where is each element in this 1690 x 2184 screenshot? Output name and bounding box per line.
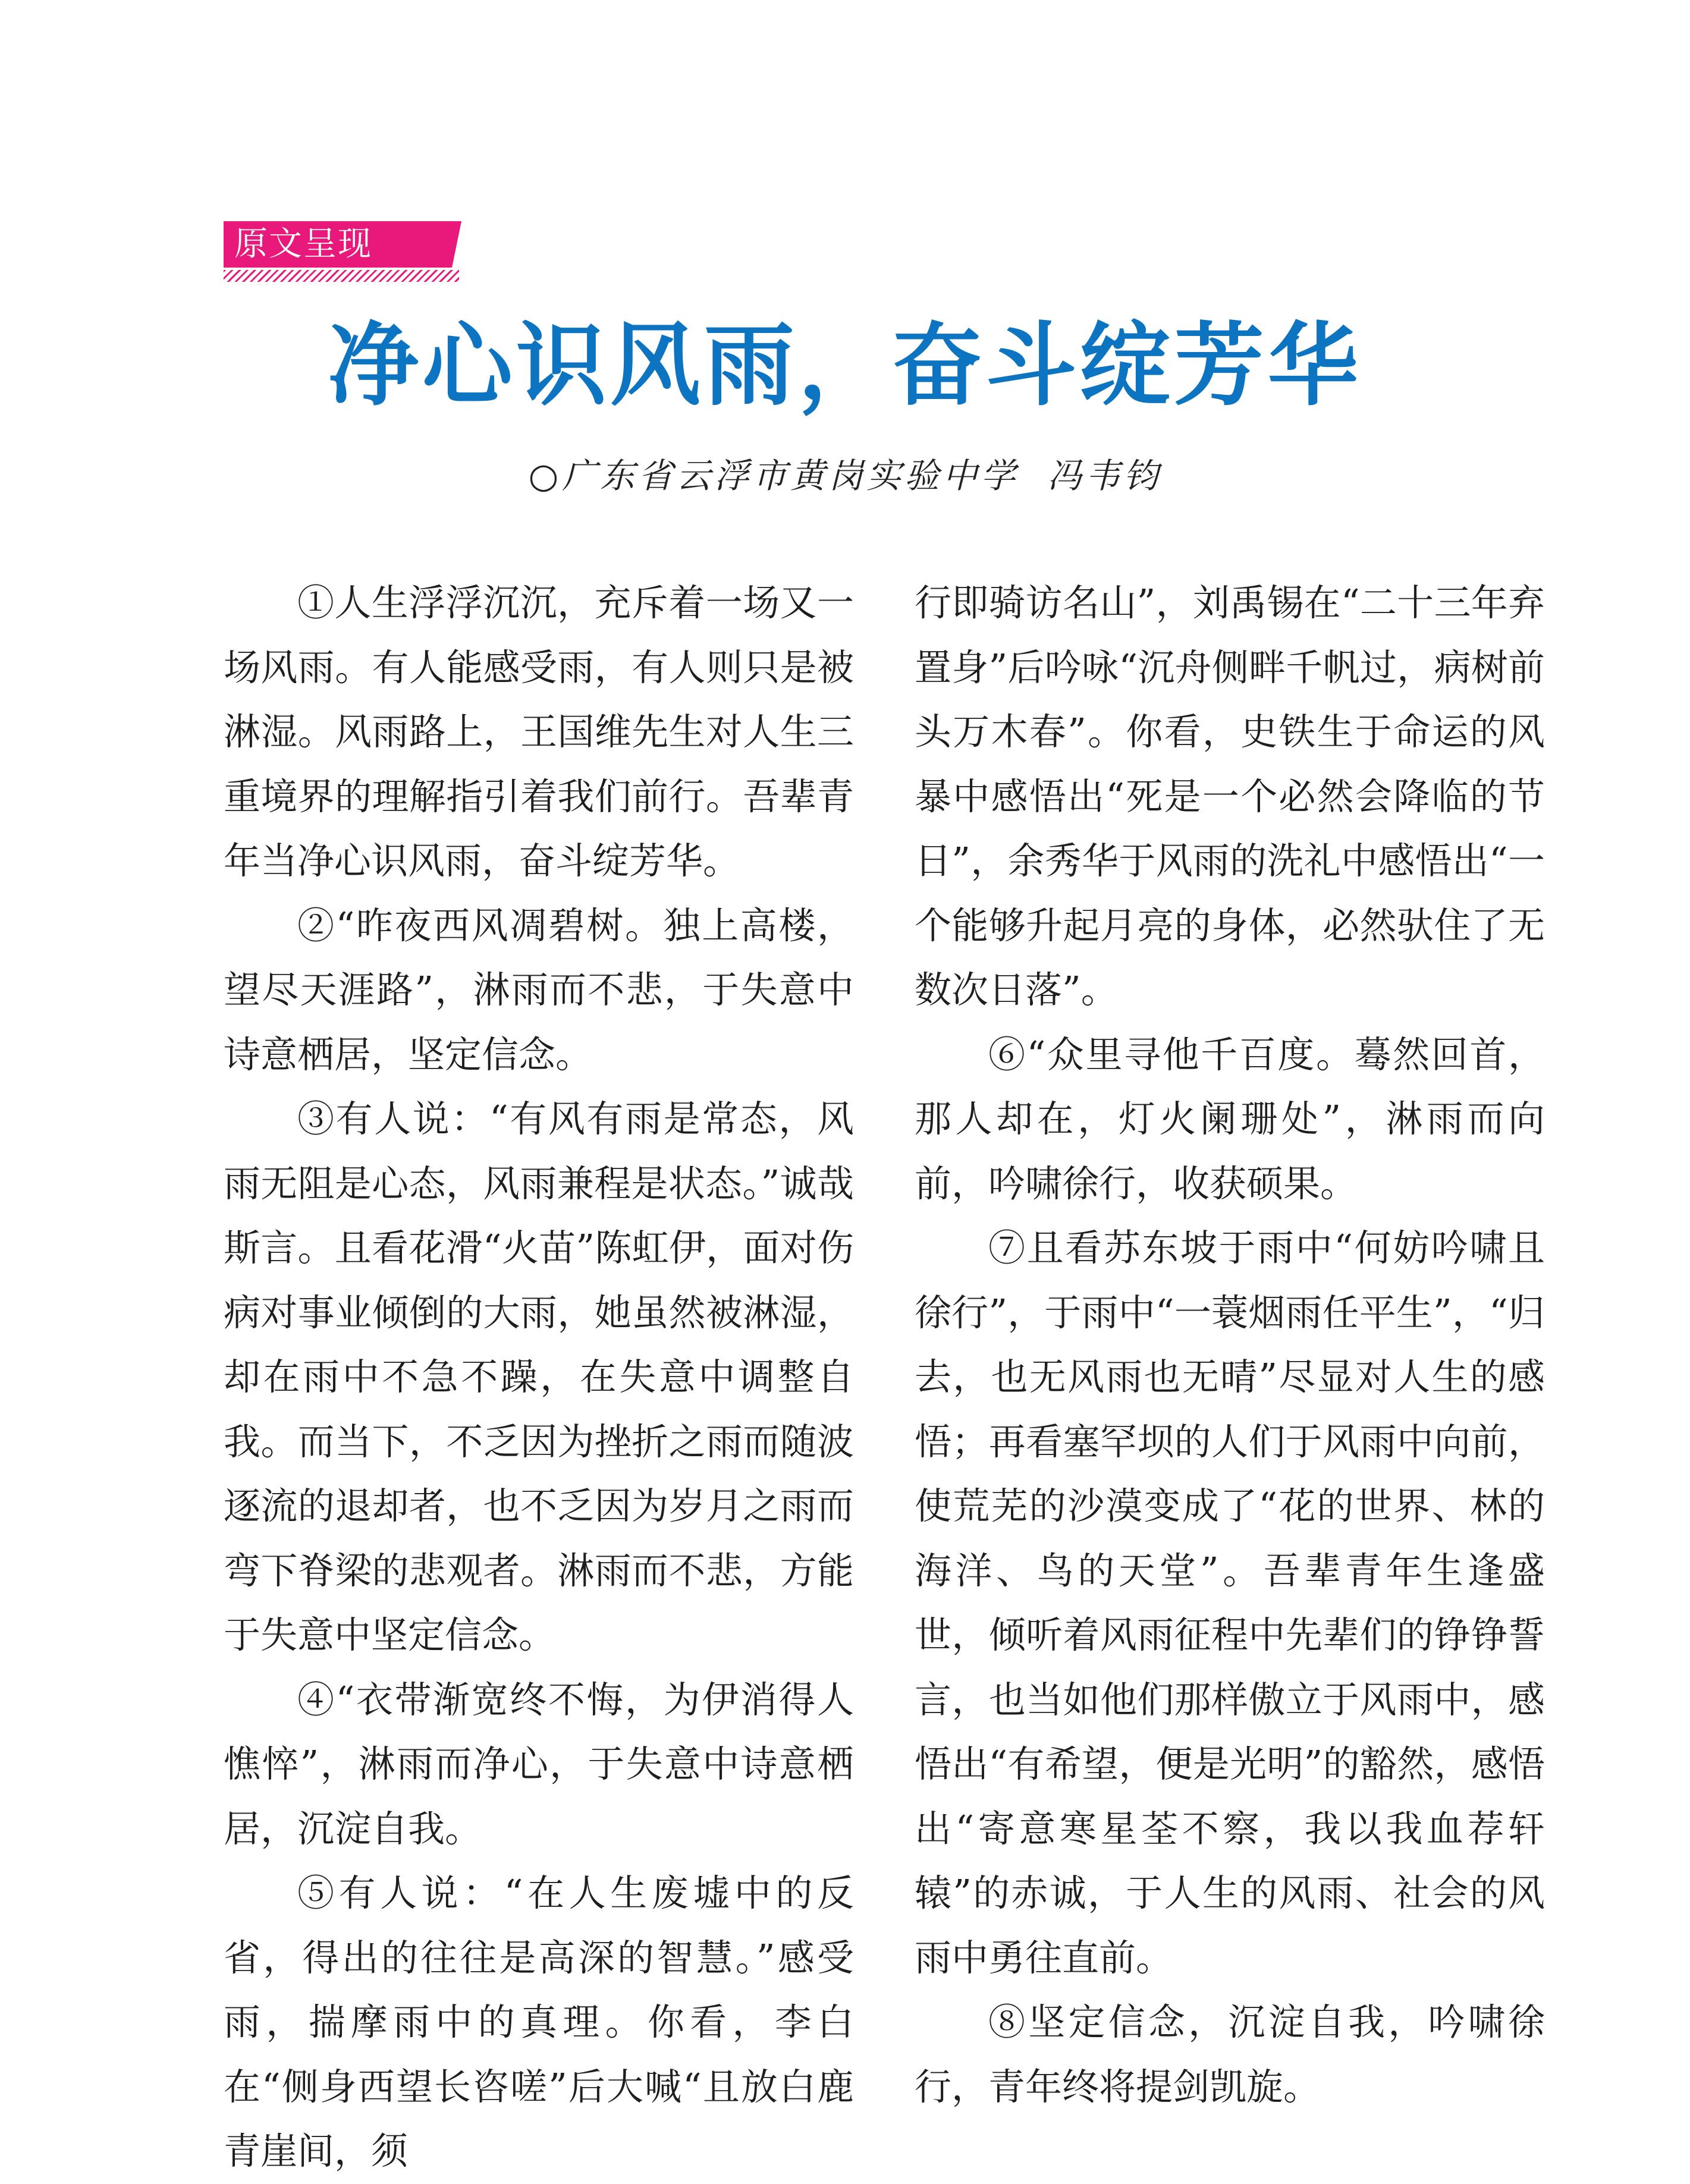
paragraph-6: ⑥“众里寻他千百度。蓦然回首，那人却在，灯火阑珊处”，淋雨而向前，吟啸徐行，收获硕果。 (915, 1032, 1545, 1205)
paragraph-7: ⑦且看苏东坡于雨中“何妨吟啸且徐行”，于雨中“一蓑烟雨任平生”，“归去，也无风雨也无晴”尽显对人生的感悟；再看塞罕坝的人们于风雨中向前，使荒芜的沙漠变成了“花的世界、林的海洋、鸟的天堂”。吾辈青年生逢盛世，倾听着风雨征程中先辈们的铮铮誓言，也当如他们那样傲立于风雨中，感悟出“有希望，便是光明”的豁然，感悟出“寄意寒星荃不察，我以我血荐轩辕”的赤诚，于人生的风雨、社会的风雨中勇往直前。 (915, 1226, 1545, 1979)
right-column (915, 571, 1545, 2119)
article-title: 净心识风雨，奋斗绽芳华 (328, 313, 1362, 418)
paragraph-5-start: ⑤有人说：“在人生废墟中的反省，得出的往往是高深的智慧。”感受雨，揣摩雨中的真理。你看，李白在“侧身西望长咨嗟”后大喊“且放白鹿青崖间，须 (224, 1871, 854, 2173)
paragraph-3: ③有人说：“有风有雨是常态，风雨无阻是心态，风雨兼程是状态。”诚哉斯言。且看花滑“火苗”陈虹伊，面对伤病对事业倾倒的大雨，她虽然被淋湿，却在雨中不急不躁，在失意中调整自我。而当下，不乏因为挫折之雨而随波逐流的退却者，也不乏因为岁月之雨而弯下脊梁的悲观者。淋雨而不悲，方能于失意中坚定信念。 (224, 1097, 854, 1657)
byline (0, 452, 1690, 499)
paragraph-5-continued: 行即骑访名山”，刘禹锡在“二十三年弃置身”后吟咏“沉舟侧畔千帆过，病树前头万木春”。你看，史铁生于命运的风暴中感悟出“死是一个必然会降临的节日”，余秀华于风雨的洗礼中感悟出“一个能够升起月亮的身体，必然驮住了无数次日落”。 (915, 581, 1545, 1011)
paragraph-2: ②“昨夜西风凋碧树。独上高楼，望尽天涯路”，淋雨而不悲，于失意中诗意栖居，坚定信念。 (224, 903, 854, 1076)
section-tag-hatch (224, 270, 459, 282)
left-column (224, 571, 854, 2184)
paragraph-4: ④“衣带渐宽终不悔，为伊消得人憔悴”，淋雨而净心，于失意中诗意栖居，沉淀自我。 (224, 1677, 854, 1850)
section-tag (224, 221, 461, 283)
section-tag-label: 原文呈现 (234, 225, 372, 263)
byline-author: 冯韦钧 (1047, 455, 1162, 496)
paragraph-8: ⑧坚定信念，沉淀自我，吟啸徐行，青年终将提剑凯旋。 (915, 2000, 1545, 2108)
paragraph-1: ①人生浮浮沉沉，充斥着一场又一场风雨。有人能感受雨，有人则只是被淋湿。风雨路上，王国维先生对人生三重境界的理解指引着我们前行。吾辈青年当净心识风雨，奋斗绽芳华。 (224, 581, 854, 882)
byline-school: ○广东省云浮市黄岗实验中学 (528, 455, 1019, 496)
